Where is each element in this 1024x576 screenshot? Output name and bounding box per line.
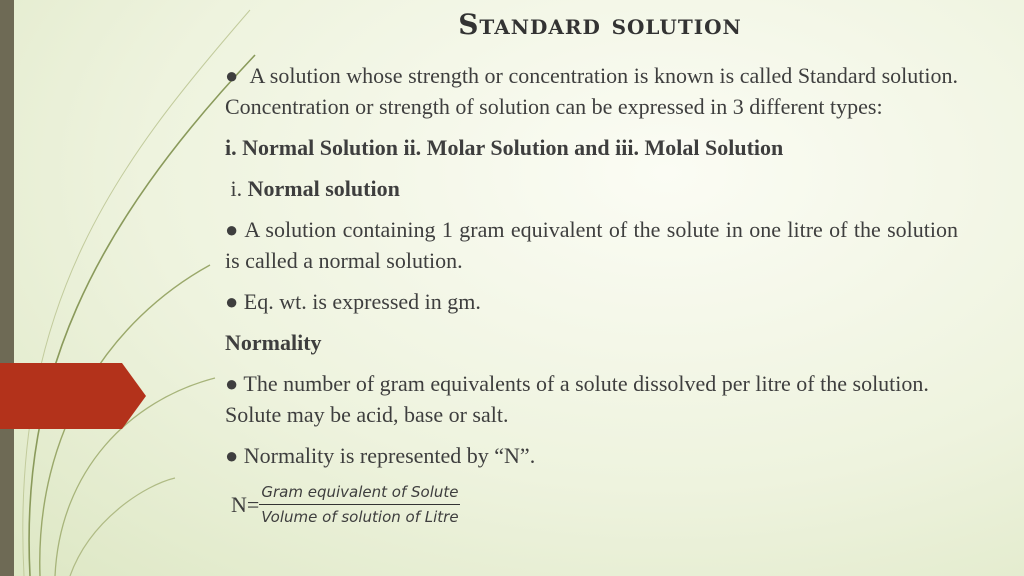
intro-paragraph: ● A solution whose strength or concentration is known is called Standard solution. Concentration or strength of solution can be expressed in 3 different types: [225,63,958,119]
normal-solution-heading: i. Normal solution [230,176,400,201]
normal-solution-definition: ● A solution containing 1 gram equivalent of the solute in one litre of the solution is called a normal solution. [225,217,958,273]
normality-symbol-line: ● Normality is represented by “N”. [225,443,536,468]
types-line: i. Normal Solution ii. Molar Solution and iii. Molal Solution [225,135,784,160]
normality-formula [231,483,958,526]
formula-lhs: N= [231,491,260,517]
normality-heading: Normality [225,330,322,355]
red-arrow-tab [0,363,146,429]
formula-numerator: Gram equivalent of Solute [259,483,460,505]
bullet-icon: ● [225,217,240,242]
bullet-icon: ● [225,371,239,396]
slide-title: Standard solution [458,8,742,41]
formula-fraction [259,483,460,526]
bullet-icon: ● [225,63,239,88]
bullet-icon: ● [225,443,239,468]
eq-wt-line: ● Eq. wt. is expressed in gm. [225,289,481,314]
bullet-icon: ● [225,289,239,314]
slide-content [225,60,958,526]
formula-denominator: Volume of solution of Litre [261,508,459,526]
normality-definition: ● The number of gram equivalents of a solute dissolved per litre of the solution. Solute may be acid, base or salt. [225,371,929,427]
decorative-stems [0,0,260,576]
